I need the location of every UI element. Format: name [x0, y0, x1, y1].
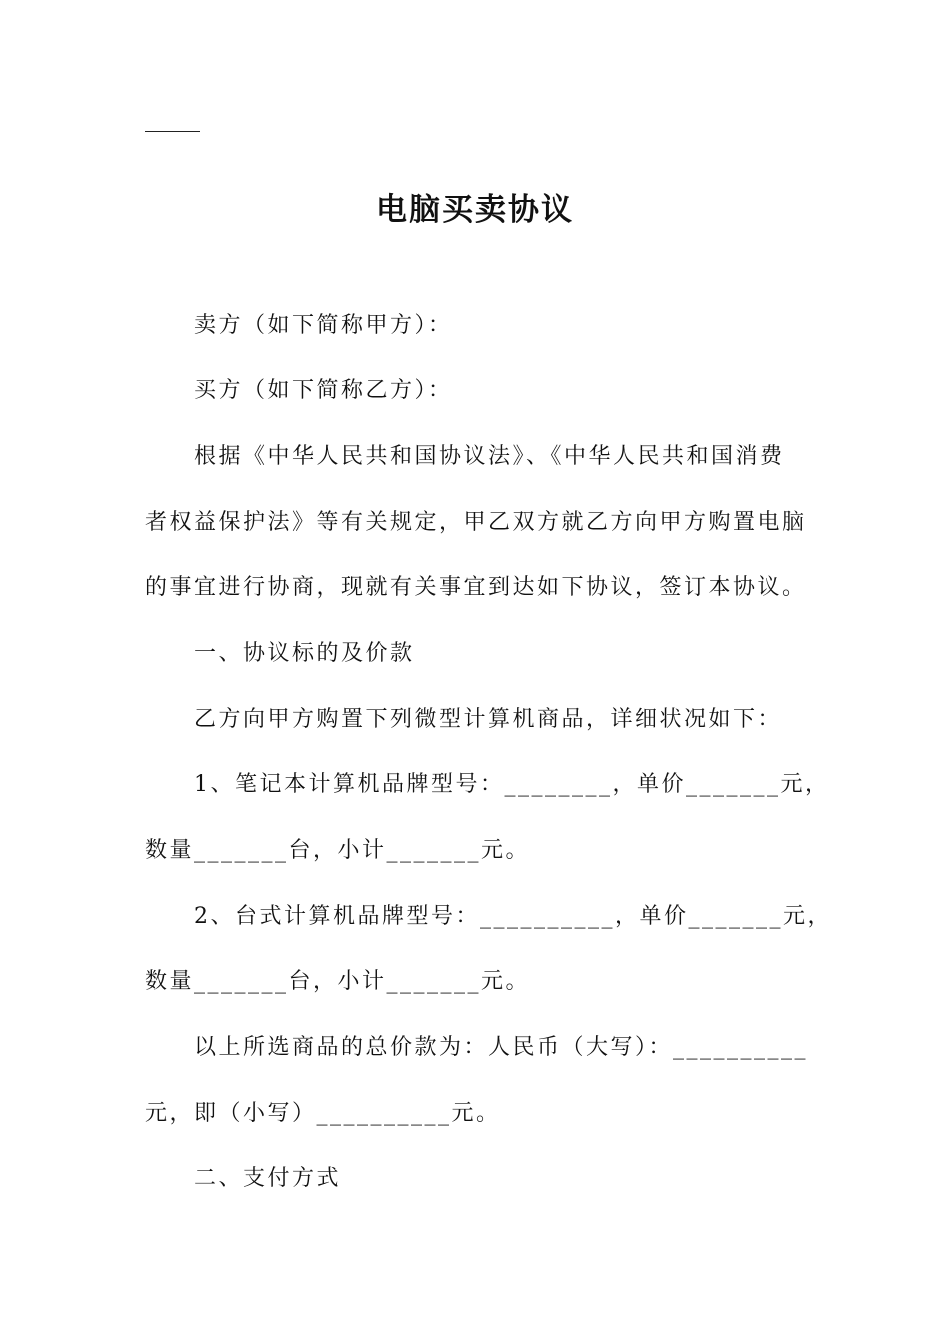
seller-line: 卖方（如下简称甲方）： — [194, 313, 453, 338]
preamble-line-2: 者权益保护法》等有关规定，甲乙双方就乙方向甲方购置电脑 — [145, 510, 807, 535]
preamble-line-3: 的事宜进行协商，现就有关事宜到达如下协议，签订本协议。 — [145, 575, 807, 600]
section-1-heading: 一、协议标的及价款 — [194, 641, 415, 666]
total-price-line-2: 元，即（小写）__________元。 — [145, 1101, 501, 1126]
preamble-line-1: 根据《中华人民共和国协议法》、《中华人民共和国消费 — [194, 444, 785, 469]
header-rule — [145, 131, 200, 132]
section-2-heading: 二、支付方式 — [194, 1166, 342, 1191]
laptop-item-line-2: 数量_______台，小计_______元。 — [145, 838, 531, 863]
desktop-item-line-1: 2、台式计算机品牌型号：__________，单价_______元， — [194, 904, 832, 929]
laptop-item-line-1: 1、笔记本计算机品牌型号：________，单价_______元， — [194, 772, 830, 797]
total-price-line-1: 以上所选商品的总价款为：人民币（大写）：__________ — [194, 1035, 809, 1060]
desktop-item-line-2: 数量_______台，小计_______元。 — [145, 969, 531, 994]
section-1-intro: 乙方向甲方购置下列微型计算机商品，详细状况如下： — [194, 707, 783, 732]
buyer-line: 买方（如下简称乙方）： — [194, 378, 453, 403]
document-title: 电脑买卖协议 — [376, 192, 574, 228]
